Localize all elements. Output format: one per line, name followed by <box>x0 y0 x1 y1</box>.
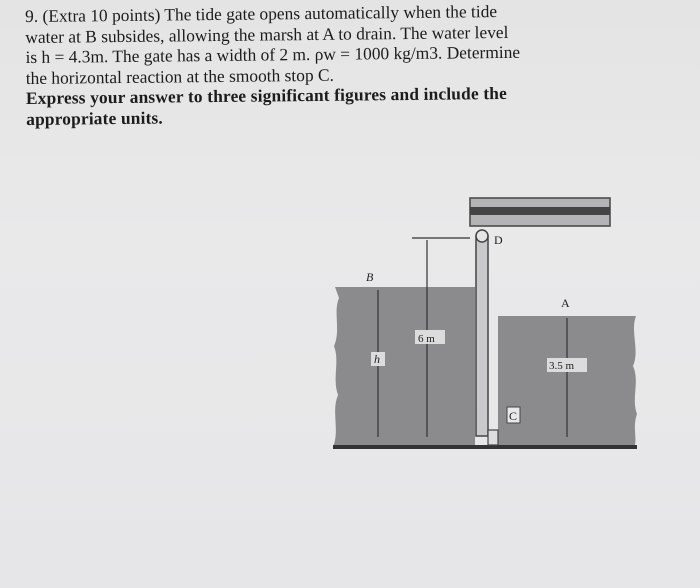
label-marsh-depth: 3.5 m <box>549 360 575 372</box>
smooth-stop-c <box>488 430 498 445</box>
water-body-b <box>333 287 475 447</box>
label-a: A <box>561 296 570 310</box>
label-d: D <box>494 233 503 247</box>
statement-line-3: is h = 4.3m. The gate has a width of 2 m. ρw = 1000 kg/m3. Determine <box>25 41 521 67</box>
statement-line-1: 9. (Extra 10 points) The tide gate opens automatically when the tide <box>25 1 498 26</box>
statement-line-4: the horizontal reaction at the smooth stop C. <box>25 64 334 88</box>
label-h: h <box>374 352 380 366</box>
instruction-line-1: Express your answer to three significant figures and include the <box>25 82 507 108</box>
hinge-d <box>476 230 488 242</box>
ground-line <box>333 445 637 449</box>
instruction-line-2: appropriate units. <box>26 107 163 129</box>
label-b: B <box>366 270 374 284</box>
tide-gate <box>476 236 488 436</box>
statement-line-2: water at B subsides, allowing the marsh at A to drain. The water level <box>25 21 509 47</box>
label-gate-height: 6 m <box>418 333 435 345</box>
label-c: C <box>509 409 518 423</box>
